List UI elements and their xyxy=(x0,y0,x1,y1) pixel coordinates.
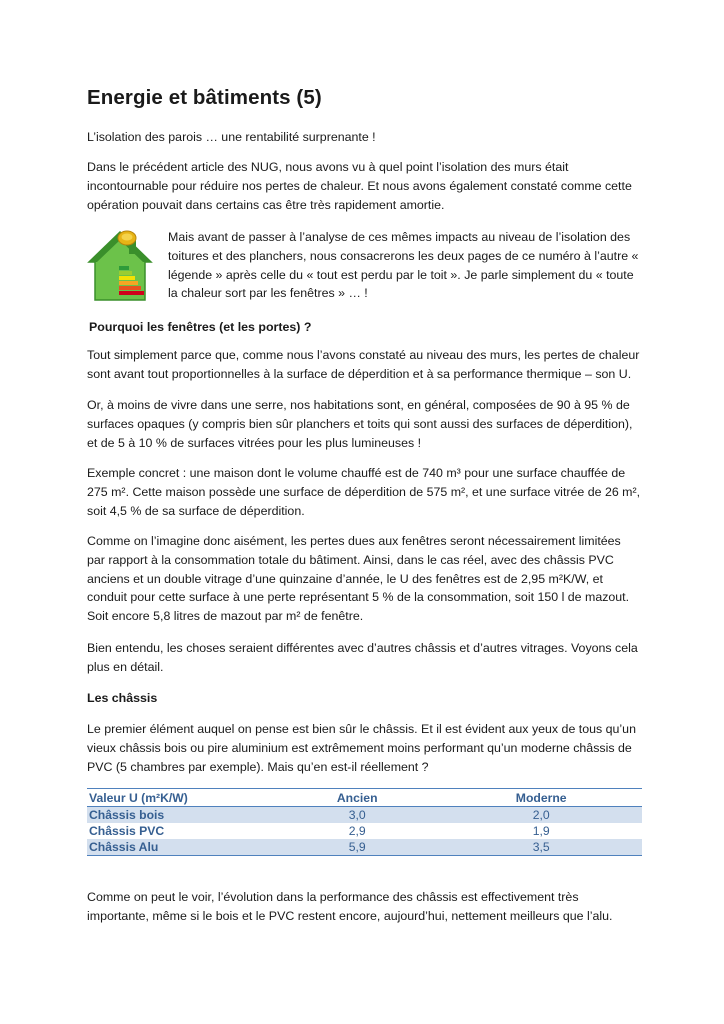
heading-frames: Les châssis xyxy=(87,691,158,705)
u-value-table xyxy=(87,788,642,856)
table-header-ancien: Ancien xyxy=(274,789,438,807)
frames-paragraph: Le premier élément auquel on pense est bien sûr le châssis. Et il est évident aux yeux de tous qu’un vieux châssis bois ou pire aluminium est extrêmement moins performant qu’un moderne châssis de PVC (5 chambres par exemple). Mais qu’en est-il réellement ? xyxy=(87,722,636,774)
table-header-moderne: Moderne xyxy=(438,789,642,807)
cell-ancien: 5,9 xyxy=(274,839,438,856)
cell-moderne: 2,0 xyxy=(438,807,642,824)
energy-label-house-icon xyxy=(87,226,153,306)
cell-moderne: 1,9 xyxy=(532,824,550,838)
different-paragraph: Bien entendu, les choses seraient différentes avec d’autres châssis et d’autres vitrages. Voyons cela plus en détail. xyxy=(87,641,638,674)
row-label: Châssis Alu xyxy=(87,839,274,856)
subtitle: L’isolation des parois … une rentabilité surprenante ! xyxy=(87,130,376,144)
table-header-label: Valeur U (m²K/W) xyxy=(87,789,274,807)
heading-why: Pourquoi les fenêtres (et les portes) ? xyxy=(89,320,312,334)
cell-ancien: 3,0 xyxy=(274,807,438,824)
conclusion-paragraph: Comme on peut le voir, l’évolution dans la performance des châssis est effectivement très importante, même si le bois et le PVC restent encore, aujourd’hui, nettement meilleurs que l’alu. xyxy=(87,890,613,923)
surfaces-paragraph: Or, à moins de vivre dans une serre, nos habitations sont, en général, composées de 90 à 95 % de surfaces opaques (y compris bien sûr planchers et toits qui sont aussi des surfaces de déperdition), et de 5 à 10 % de surfaces vitrées pour les plus lumineuses ! xyxy=(87,398,633,450)
row-label: Châssis PVC xyxy=(89,824,165,838)
losses-paragraph: Comme on l’imagine donc aisément, les pertes dues aux fenêtres seront nécessairement limitées par rapport à la consommation totale du bâtiment. Ainsi, dans le cas réel, avec des châssis PVC anciens et un double vitrage d’une quinzaine d’année, le U des fenêtres est de 2,95 m²K/W, et conduit pour cette surface à une perte représentant 5 % de la consommation, soit 150 l de mazout. Soit encore 5,8 litres de mazout par m² de fenêtre. xyxy=(87,534,630,624)
table-row xyxy=(87,823,642,839)
table-header-row xyxy=(87,789,642,807)
intro-paragraph: Dans le précédent article des NUG, nous avons vu à quel point l’isolation des murs était incontournable pour réduire nos pertes de chaleur. Et nous avons également constaté comme cette opération pouvait dans certains cas être très rapidement amortie. xyxy=(87,160,632,212)
row-label: Châssis bois xyxy=(87,807,274,824)
cell-ancien: 2,9 xyxy=(348,824,366,838)
page-title: Energie et bâtiments (5) xyxy=(87,86,322,109)
table-row xyxy=(87,807,642,824)
why-paragraph: Tout simplement parce que, comme nous l’avons constaté au niveau des murs, les pertes de chaleur sont avant tout proportionnelles à la surface de déperdition et à sa performance thermique – son U. xyxy=(87,348,640,381)
example-paragraph: Exemple concret : une maison dont le volume chauffé est de 740 m³ pour une surface chauffée de 275 m². Cette maison possède une surface de déperdition de 575 m², et une surface vitrée de 26 m², soit 4,5 % de sa surface de déperdition. xyxy=(87,466,641,518)
cell-moderne: 3,5 xyxy=(438,839,642,856)
windows-intro-paragraph: Mais avant de passer à l’analyse de ces mêmes impacts au niveau de l’isolation des toitures et des planchers, nous consacrerons les deux pages de ce numéro à l’autre « légende » après celle du « tout est perdu par le toit ». Je parle simplement du « toute la chaleur sort par les fenêtres » … ! xyxy=(168,230,639,301)
table-row xyxy=(87,839,642,856)
